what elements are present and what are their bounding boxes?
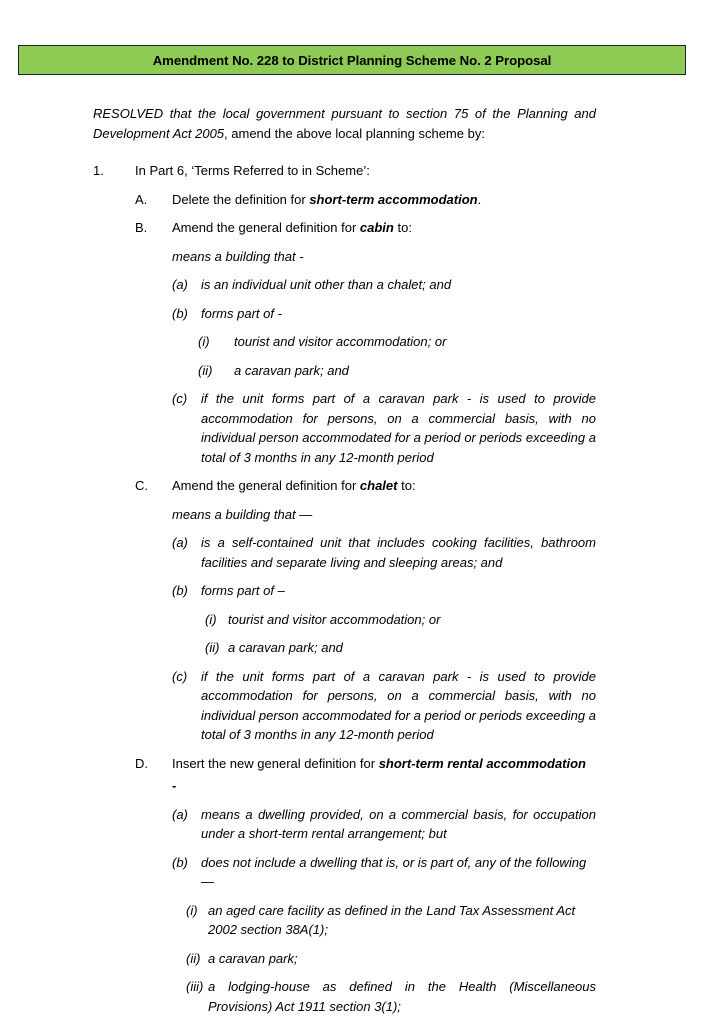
clause-C-roman-ii-marker: (ii): [205, 640, 220, 655]
intro-italic-text: RESOLVED that the local government pursuant to section 75 of the Planning and Development Act 2005: [93, 106, 596, 141]
clause-D: [135, 754, 596, 774]
clause-D-text: [172, 754, 596, 774]
clause-C-roman-i-marker: (i): [205, 611, 217, 627]
clause-B-roman-i-marker: (i): [198, 334, 210, 349]
clause-1: [93, 161, 596, 181]
clause-B: [135, 218, 596, 238]
clause-B-sub-b-text: forms part of -: [201, 305, 282, 321]
clause-D-roman-iii-marker: (iii): [186, 979, 204, 994]
clause-D-roman-ii-text: a caravan park;: [208, 950, 298, 966]
document-body: [93, 104, 596, 1022]
clause-C-sub-a: [172, 533, 596, 572]
clause-B-sub-b-marker: (b): [172, 305, 188, 321]
clause-D-roman-i-text: an aged care facility as defined in the Land Tax Assessment Act 2002 section 38A(1);: [208, 902, 576, 937]
clause-B-term: cabin: [359, 220, 394, 235]
clause-C-text-after: to:: [397, 478, 416, 493]
clause-D-roman-i: [186, 901, 596, 940]
clause-C-text: [172, 476, 596, 496]
clause-B-marker: B.: [135, 220, 148, 235]
clause-B-sub-b: [172, 304, 596, 324]
clause-D-roman-ii-marker: (ii): [186, 950, 201, 966]
clause-B-text: [172, 218, 596, 238]
clause-C-sub-c: [172, 667, 596, 745]
clause-D-marker: D.: [135, 755, 148, 771]
clause-1-marker: 1.: [93, 163, 104, 178]
banner-title: Amendment No. 228 to District Planning Scheme No. 2 Proposal: [152, 52, 552, 68]
clause-B-roman-i-text: tourist and visitor accommodation; or: [234, 334, 447, 349]
clause-D-sub-b-text: does not include a dwelling that is, or is part of, any of the following —: [201, 854, 587, 889]
clause-B-text-after: to:: [393, 220, 412, 235]
clause-A-term: short-term accommodation: [309, 191, 478, 207]
clause-B-sub-a-text: is an individual unit other than a chalet; and: [201, 277, 452, 292]
clause-D-hanging-dash: -: [172, 778, 177, 793]
clause-C-sub-a-marker: (a): [172, 535, 188, 550]
clause-C-roman-ii: [205, 638, 596, 658]
clause-D-sub-a: [172, 805, 596, 844]
clause-C: [135, 476, 596, 496]
clause-B-sub-a: [172, 275, 596, 295]
clause-D-term: short-term rental accommodation: [378, 755, 587, 771]
clause-A-marker: A.: [135, 191, 148, 207]
clause-D-roman-iii-text: a lodging-house as defined in the Health (Miscellaneous Provisions) Act 1911 section 3(1);: [208, 979, 596, 1014]
clause-B-sub-a-marker: (a): [172, 277, 188, 292]
clause-B-roman-i: [198, 332, 596, 352]
clause-C-term: chalet: [359, 478, 398, 493]
clause-B-text-before: Amend the general definition for: [172, 220, 360, 235]
document-header-banner: [18, 45, 686, 75]
clause-A-text: [172, 190, 596, 210]
clause-C-sub-b: [172, 581, 596, 601]
clause-C-marker: C.: [135, 478, 148, 493]
clause-D-roman-iii: [186, 977, 596, 1016]
clause-C-sub-c-marker: (c): [172, 668, 188, 684]
clause-B-sub-c-text: if the unit forms part of a caravan park - is used to provide accommodation for persons, on a commercial basis, with no individual person accommodated for a period or periods exceeding a total of 3 months in any 12-month period: [201, 391, 596, 465]
clause-B-lead-in: means a building that -: [172, 248, 304, 264]
clause-B-sub-c: [172, 389, 596, 467]
clause-1-text: In Part 6, ‘Terms Referred to in Scheme’:: [135, 163, 370, 178]
clause-A: [135, 190, 596, 210]
clause-D-sub-b-marker: (b): [172, 854, 188, 870]
clause-A-text-before: Delete the definition for: [172, 191, 310, 207]
clause-C-text-before: Amend the general definition for: [172, 478, 360, 493]
clause-B-roman-ii: [198, 361, 596, 381]
clause-C-roman-i-text: tourist and visitor accommodation; or: [228, 611, 441, 627]
clause-D-roman-i-marker: (i): [186, 902, 198, 918]
clause-C-sub-c-text: if the unit forms part of a caravan park - is used to provide accommodation for persons, on a commercial basis, with no individual person accommodated for a period or periods exceeding a total of 3 months in any 12-month period: [201, 668, 596, 742]
clause-C-sub-a-text: is a self-contained unit that includes cooking facilities, bathroom facilities and separate living and sleeping areas; and: [201, 535, 596, 570]
clause-B-roman-ii-marker: (ii): [198, 362, 213, 378]
clause-D-roman-ii: [186, 949, 596, 969]
intro-roman-text: , amend the above local planning scheme by:: [224, 125, 485, 141]
clause-D-sub-a-text: means a dwelling provided, on a commercial basis, for occupation under a short-term rental arrangement; but: [201, 806, 596, 841]
clause-C-sub-b-marker: (b): [172, 583, 188, 598]
clause-C-sub-b-text: forms part of –: [201, 583, 285, 598]
clause-D-text-before: Insert the new general definition for: [172, 755, 379, 771]
clause-B-roman-ii-text: a caravan park; and: [234, 362, 349, 378]
clause-A-text-after: .: [477, 191, 482, 207]
clause-C-roman-ii-text: a caravan park; and: [228, 640, 343, 655]
clause-B-sub-c-marker: (c): [172, 391, 188, 406]
resolution-intro-paragraph: [93, 104, 596, 143]
clause-C-roman-i: [205, 610, 596, 630]
clause-C-lead-in: means a building that —: [172, 506, 313, 522]
clause-D-sub-b: [172, 853, 596, 892]
clause-D-sub-a-marker: (a): [172, 806, 188, 822]
